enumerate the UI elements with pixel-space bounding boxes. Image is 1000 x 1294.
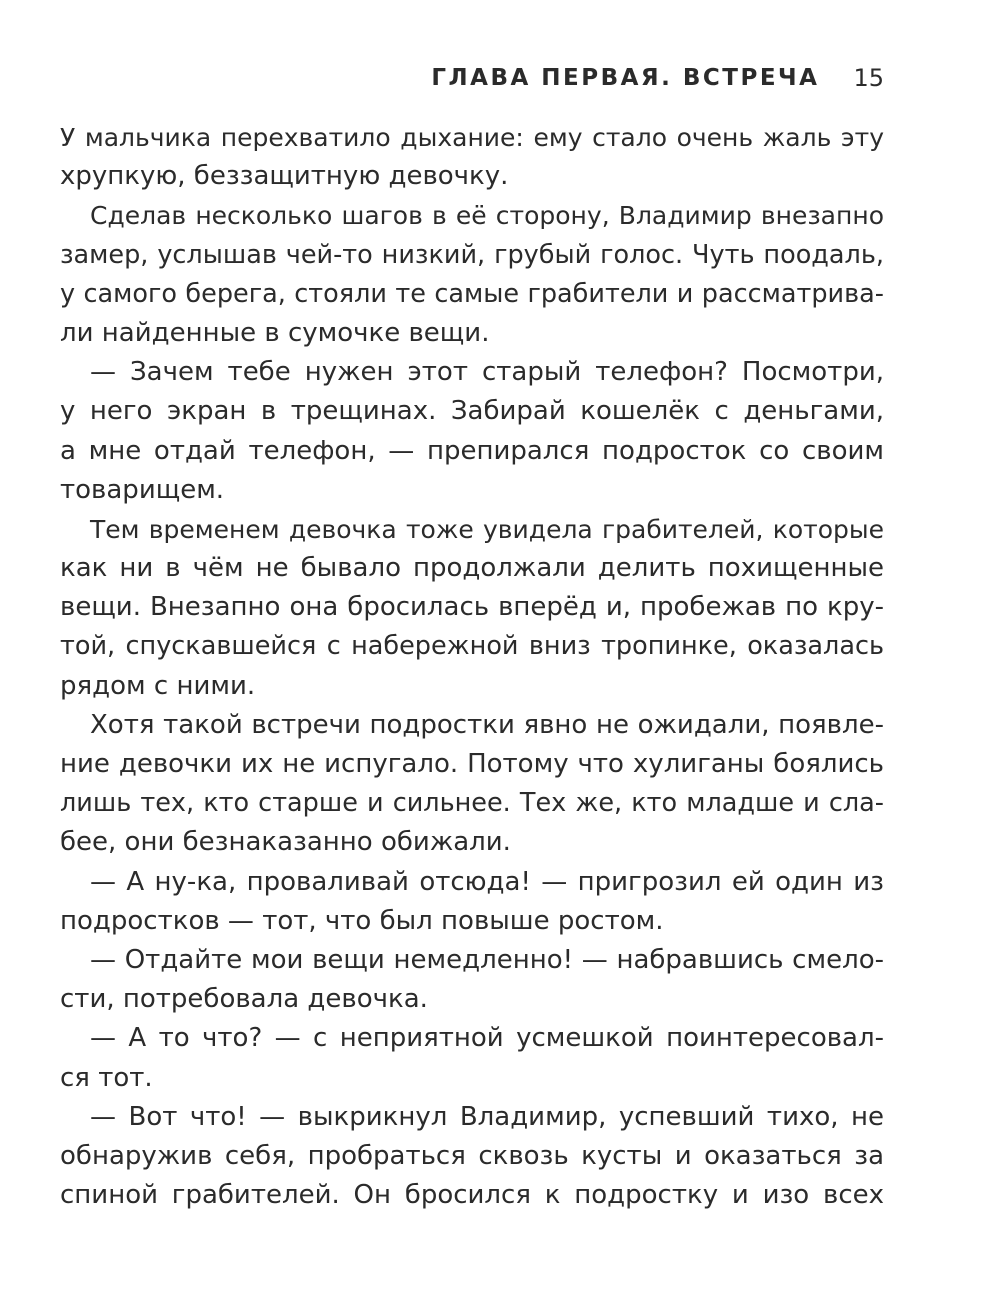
text-line: — Зачем тебе нужен этот старый телефон? Посмотри,	[90, 357, 884, 388]
paragraph	[60, 510, 884, 706]
page-number: 15	[853, 64, 884, 92]
text-line: рядом с ними.	[60, 670, 256, 701]
text-line: — А ну-ка, проваливай отсюда! — пригрозил ей один из	[90, 866, 884, 897]
text-line: сти, потребовала девочка.	[60, 984, 428, 1015]
chapter-title: ГЛАВА ПЕРВАЯ. ВСТРЕЧА	[431, 65, 820, 91]
text-line: а мне отдай телефон, — препирался подросток со своим	[60, 435, 884, 466]
text-line: вещи. Внезапно она бросилась вперёд и, пробежав по кру-	[60, 592, 884, 623]
text-line: у самого берега, стояли те самые грабители и рассматрива-	[60, 278, 884, 309]
paragraph	[60, 863, 884, 941]
text-line: как ни в чём не бывало продолжали делить похищенные	[60, 553, 884, 584]
text-line: — А то что? — с неприятной усмешкой поинтересовал-	[90, 1023, 884, 1054]
text-line: Тем временем девочка тоже увидела грабителей, которые	[90, 514, 884, 544]
text-line: у него экран в трещинах. Забирай кошелёк с деньгами,	[60, 396, 884, 427]
text-line: товарищем.	[60, 474, 225, 505]
text-line: ние девочки их не испугало. Потому что хулиганы боялись	[60, 749, 884, 779]
text-line: — Вот что! — выкрикнул Владимир, успевший тихо, не	[90, 1101, 884, 1132]
text-line: ся тот.	[60, 1062, 153, 1093]
paragraph	[60, 196, 884, 353]
text-line: хрупкую, беззащитную девочку.	[60, 161, 509, 192]
paragraph	[60, 941, 884, 1019]
text-line: той, спускавшейся с набережной вниз тропинке, оказалась	[60, 631, 884, 662]
paragraph	[60, 1019, 884, 1097]
paragraph	[60, 1098, 884, 1216]
text-line: бее, они безнаказанно обижали.	[60, 827, 511, 858]
text-line: замер, услышав чей-то низкий, грубый голос. Чуть поодаль,	[60, 239, 884, 270]
text-line: спиной грабителей. Он бросился к подростку и изо всех	[60, 1180, 884, 1211]
text-line: — Отдайте мои вещи немедленно! — набравшись смело-	[90, 944, 884, 975]
text-line: обнаружив себя, пробраться сквозь кусты и оказаться за	[60, 1140, 884, 1171]
text-line: лишь тех, кто старше и сильнее. Тех же, кто младше и сла-	[60, 788, 884, 819]
paragraph	[60, 706, 884, 863]
text-line: Сделав несколько шагов в её сторону, Владимир внезапно	[90, 201, 884, 231]
body-text	[60, 118, 884, 1215]
running-head	[60, 60, 884, 96]
text-line: подростков — тот, что был повыше ростом.	[60, 905, 664, 936]
text-line: ли найденные в сумочке вещи.	[60, 317, 490, 348]
paragraph	[60, 118, 884, 196]
text-line: У мальчика перехватило дыхание: ему стало очень жаль эту	[60, 123, 884, 152]
text-line: Хотя такой встречи подростки явно не ожидали, появле-	[90, 709, 884, 740]
paragraph	[60, 353, 884, 510]
